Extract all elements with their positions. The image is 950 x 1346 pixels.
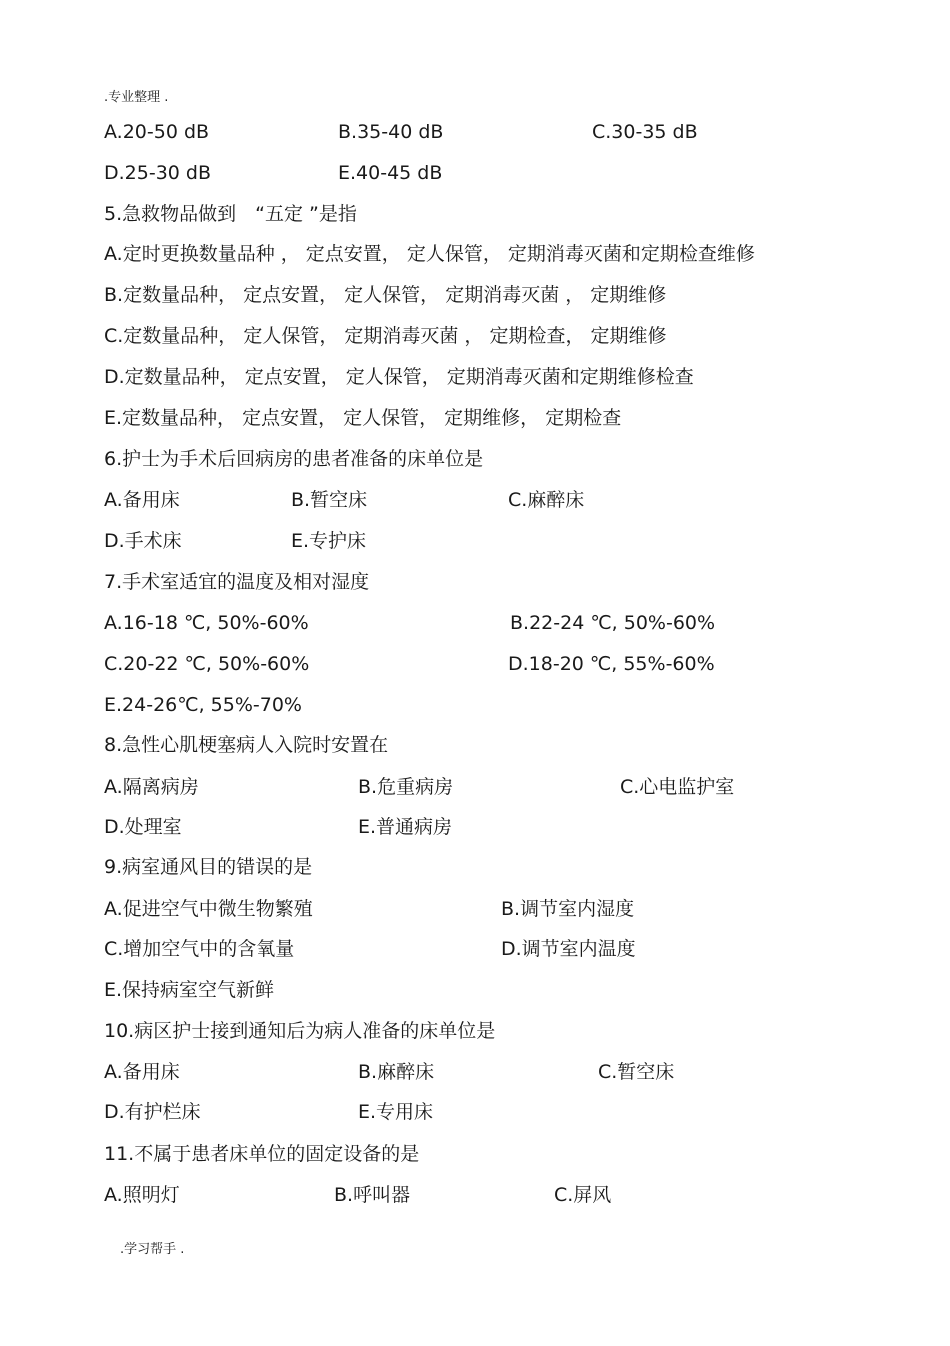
option-b: B.定数量品种， 定点安置， 定人保管， 定期消毒灭菌 ， 定期维修 (104, 284, 667, 306)
option-row (104, 977, 924, 1003)
option-e: E.40-45 dB (338, 162, 443, 184)
option-row (104, 651, 924, 677)
option-row (104, 528, 924, 554)
option-row (104, 1099, 924, 1125)
option-d: D.有护栏床 (104, 1101, 201, 1123)
option-row (104, 487, 924, 513)
question-7 (104, 569, 924, 595)
option-row (104, 1182, 924, 1208)
option-row (104, 610, 924, 636)
option-e: E.专护床 (291, 530, 367, 552)
option-c: C.20-22 ℃, 50%-60% (104, 653, 310, 675)
option-b: B.暂空床 (291, 489, 368, 511)
question-text: 10.病区护士接到通知后为病人准备的床单位是 (104, 1020, 496, 1042)
question-text: 9.病室通风目的错误的是 (104, 856, 313, 878)
option-row (104, 692, 924, 718)
option-a: A.16-18 ℃, 50%-60% (104, 612, 309, 634)
option-row (104, 364, 924, 390)
option-row (104, 774, 924, 800)
option-row (104, 160, 924, 186)
option-e: E.定数量品种， 定点安置， 定人保管， 定期维修， 定期检查 (104, 407, 622, 429)
question-11 (104, 1141, 924, 1167)
option-a: A.隔离病房 (104, 776, 199, 798)
question-8 (104, 732, 924, 758)
question-text: 7.手术室适宜的温度及相对湿度 (104, 571, 370, 593)
option-a: A.备用床 (104, 1061, 180, 1083)
question-9 (104, 854, 924, 880)
option-c: C.屏风 (554, 1184, 612, 1206)
option-row (104, 282, 924, 308)
option-e: E.保持病室空气新鲜 (104, 979, 275, 1001)
option-row (104, 896, 924, 922)
option-d: D.调节室内温度 (501, 938, 636, 960)
option-a: A.促进空气中微生物繁殖 (104, 898, 313, 920)
question-text: 11.不属于患者床单位的固定设备的是 (104, 1143, 420, 1165)
option-row (104, 241, 924, 267)
option-row (104, 405, 924, 431)
page-footer: .学习帮手 . (120, 1242, 185, 1257)
option-c: C.暂空床 (598, 1061, 675, 1083)
question-10 (104, 1018, 924, 1044)
option-row (104, 936, 924, 962)
option-d: D.手术床 (104, 530, 182, 552)
option-d: D.25-30 dB (104, 162, 212, 184)
option-c: C.定数量品种， 定人保管， 定期消毒灭菌 ， 定期检查， 定期维修 (104, 325, 667, 347)
option-row (104, 814, 924, 840)
option-b: B.35-40 dB (338, 121, 444, 143)
option-a: A.定时更换数量品种 ， 定点安置， 定人保管， 定期消毒灭菌和定期检查维修 (104, 243, 755, 265)
option-b: B.调节室内湿度 (501, 898, 635, 920)
option-row (104, 119, 924, 145)
question-text: 5.急救物品做到 “五定 ”是指 (104, 203, 357, 225)
option-row (104, 1059, 924, 1085)
option-c: C.30-35 dB (592, 121, 698, 143)
option-c: C.麻醉床 (508, 489, 585, 511)
option-row (104, 323, 924, 349)
option-a: A.备用床 (104, 489, 180, 511)
page-header: .专业整理 . (104, 90, 169, 105)
option-c: C.心电监护室 (620, 776, 735, 798)
option-b: B.危重病房 (358, 776, 454, 798)
question-text: 6.护士为手术后回病房的患者准备的床单位是 (104, 448, 484, 470)
option-b: B.麻醉床 (358, 1061, 435, 1083)
question-6 (104, 446, 924, 472)
option-b: B.22-24 ℃, 50%-60% (510, 612, 716, 634)
option-e: E.24-26℃, 55%-70% (104, 694, 302, 716)
option-d: D.定数量品种， 定点安置， 定人保管， 定期消毒灭菌和定期维修检查 (104, 366, 694, 388)
option-e: E.普通病房 (358, 816, 453, 838)
option-b: B.呼叫器 (334, 1184, 411, 1206)
option-a: A.20-50 dB (104, 121, 210, 143)
option-e: E.专用床 (358, 1101, 434, 1123)
option-d: D.18-20 ℃, 55%-60% (508, 653, 715, 675)
option-c: C.增加空气中的含氧量 (104, 938, 295, 960)
question-5 (104, 201, 924, 227)
option-d: D.处理室 (104, 816, 182, 838)
question-text: 8.急性心肌梗塞病人入院时安置在 (104, 734, 389, 756)
option-a: A.照明灯 (104, 1184, 180, 1206)
